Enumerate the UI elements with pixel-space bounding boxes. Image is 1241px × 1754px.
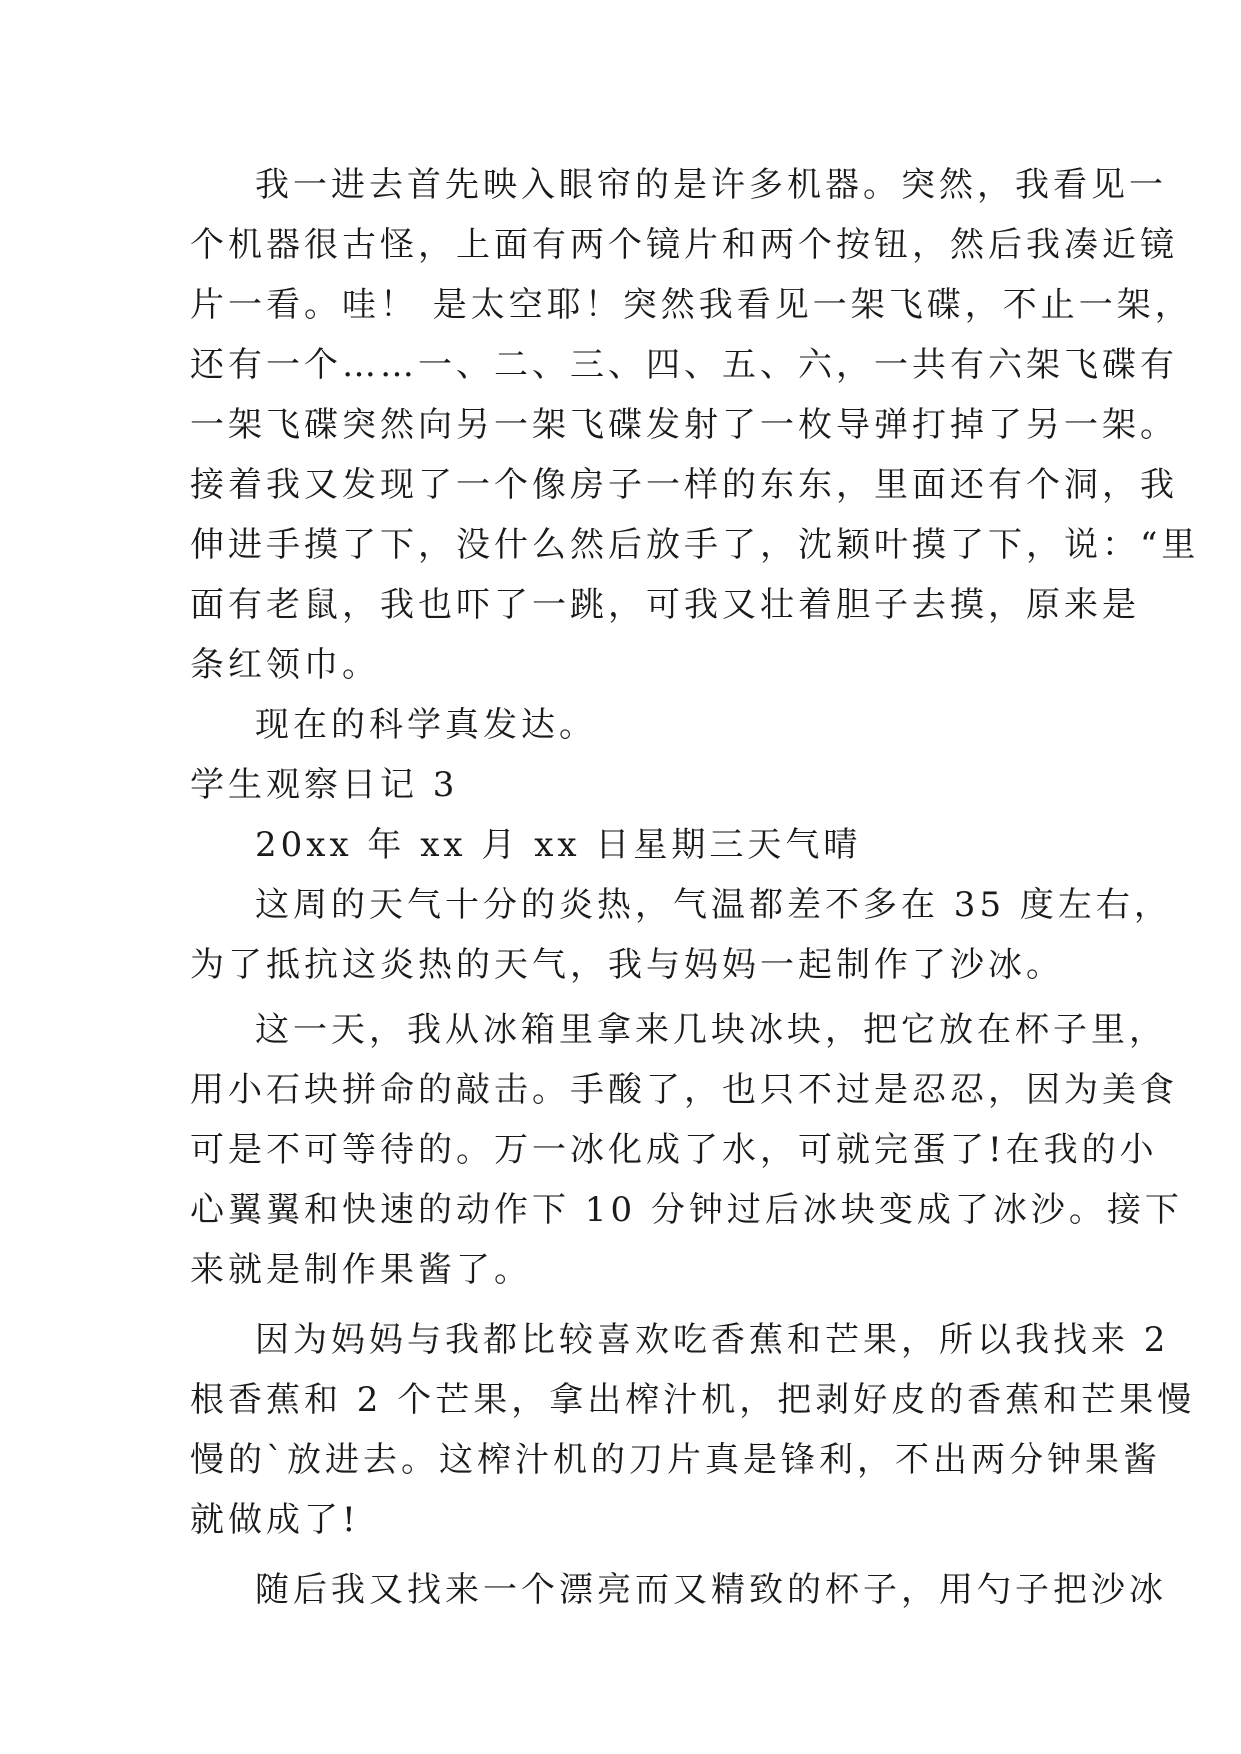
paragraph-line: 就做成了! bbox=[190, 1500, 360, 1540]
paragraph-line: 因为妈妈与我都比较喜欢吃香蕉和芒果，所以我找来 2 bbox=[255, 1320, 1170, 1360]
paragraph-line: 这一天，我从冰箱里拿来几块冰块，把它放在杯子里， bbox=[255, 1010, 1167, 1050]
paragraph-line: 一架飞碟突然向另一架飞碟发射了一枚导弹打掉了另一架。 bbox=[190, 405, 1178, 445]
paragraph-line: 条红领巾。 bbox=[190, 645, 380, 685]
section-heading: 学生观察日记 3 bbox=[190, 765, 459, 805]
paragraph-line: 心翼翼和快速的动作下 10 分钟过后冰块变成了冰沙。接下 bbox=[190, 1190, 1183, 1230]
paragraph-line: 用小石块拼命的敲击。手酸了，也只不过是忍忍，因为美食 bbox=[190, 1070, 1178, 1110]
paragraph-line: 个机器很古怪，上面有两个镜片和两个按钮，然后我凑近镜 bbox=[190, 225, 1178, 265]
paragraph-line: 根香蕉和 2 个芒果，拿出榨汁机，把剥好皮的香蕉和芒果慢 bbox=[190, 1380, 1196, 1420]
paragraph-line: 可是不可等待的。万一冰化成了水，可就完蛋了!在我的小 bbox=[190, 1130, 1158, 1170]
paragraph-line: 现在的科学真发达。 bbox=[255, 705, 597, 745]
paragraph-line: 随后我又找来一个漂亮而又精致的杯子，用勺子把沙冰 bbox=[255, 1570, 1167, 1610]
paragraph-line: 还有一个……一、二、三、四、五、六，一共有六架飞碟有 bbox=[190, 345, 1178, 385]
paragraph-line: 我一进去首先映入眼帘的是许多机器。突然，我看见一 bbox=[255, 165, 1167, 205]
paragraph-line: 来就是制作果酱了。 bbox=[190, 1250, 532, 1290]
paragraph-line: 片一看。哇！ 是太空耶！突然我看见一架飞碟，不止一架， bbox=[190, 285, 1193, 325]
paragraph-line: 面有老鼠，我也吓了一跳，可我又壮着胆子去摸，原来是 bbox=[190, 585, 1140, 625]
paragraph-line: 伸进手摸了下，没什么然后放手了，沈颖叶摸了下，说：“里 bbox=[190, 525, 1200, 565]
diary-date-line: 20xx 年 xx 月 xx 日星期三天气晴 bbox=[255, 825, 862, 865]
paragraph-line: 接着我又发现了一个像房子一样的东东，里面还有个洞，我 bbox=[190, 465, 1178, 505]
paragraph-line: 这周的天气十分的炎热，气温都差不多在 35 度左右， bbox=[255, 885, 1172, 925]
paragraph-line: 为了抵抗这炎热的天气，我与妈妈一起制作了沙冰。 bbox=[190, 945, 1064, 985]
paragraph-line: 慢的`放进去。这榨汁机的刀片真是锋利，不出两分钟果酱 bbox=[190, 1440, 1161, 1480]
